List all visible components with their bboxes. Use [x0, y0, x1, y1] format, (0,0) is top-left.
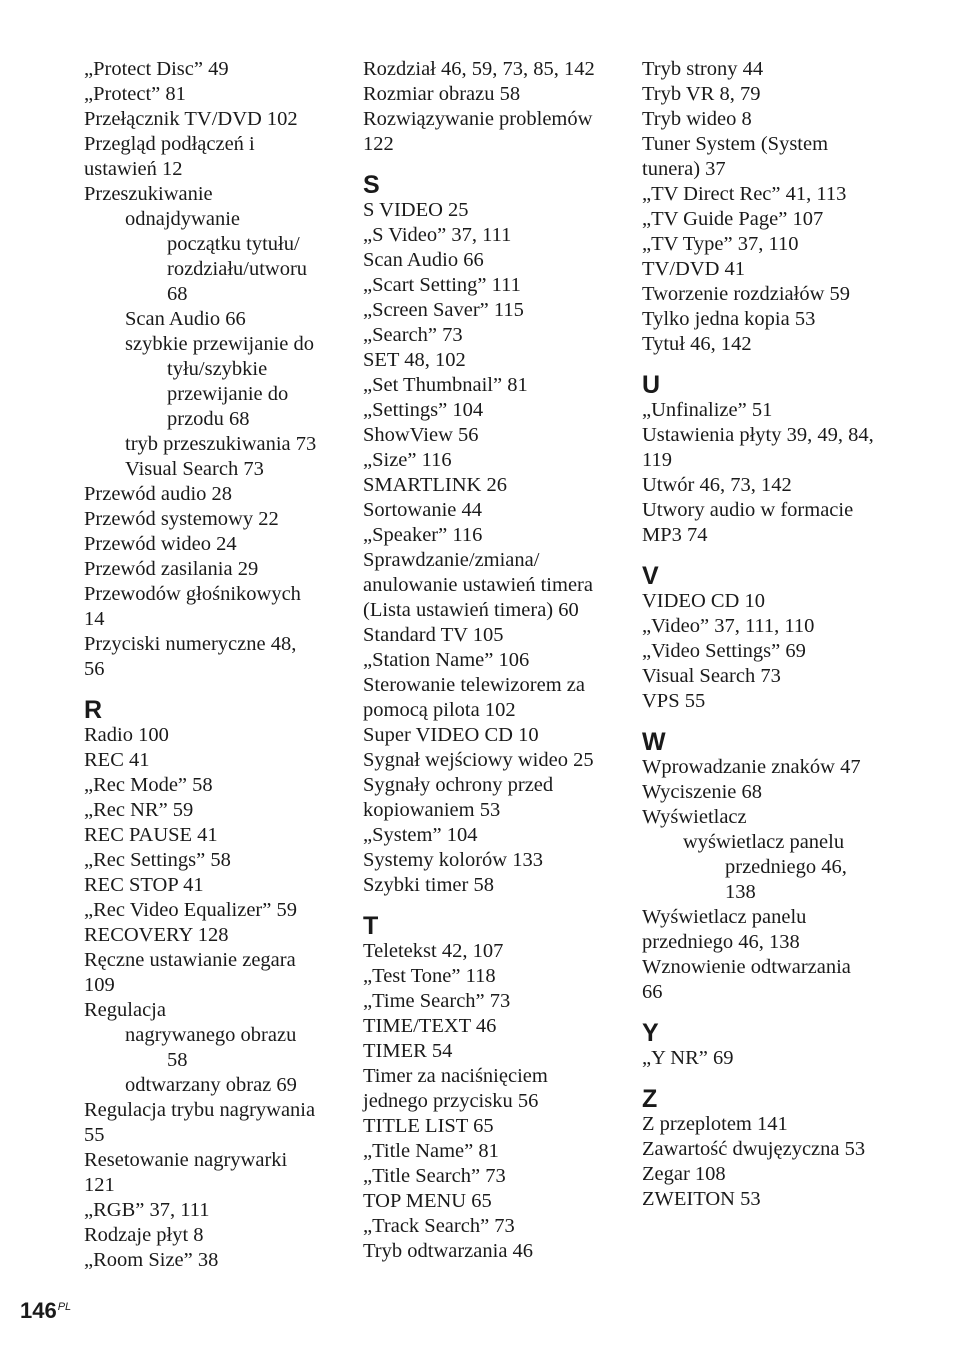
index-entry	[363, 198, 615, 223]
index-entry-line: przedniego 46, 138	[642, 931, 800, 953]
index-entry-line: Systemy kolorów 133	[363, 849, 543, 871]
index-entry	[84, 107, 336, 132]
index-entry	[84, 182, 336, 207]
index-entry-line: pomocą pilota 102	[363, 699, 516, 721]
index-entry-line: TV/DVD 41	[642, 258, 746, 280]
page-number-suffix: PL	[57, 1300, 72, 1313]
index-entry	[642, 82, 894, 107]
index-letter-heading: U	[642, 371, 661, 399]
index-entry-line: ustawień 12	[84, 158, 183, 180]
index-entry	[642, 689, 894, 714]
index-entry	[363, 989, 615, 1014]
index-entry-line: anulowanie ustawień timera	[363, 574, 593, 596]
index-entry-line: jednego przycisku 56	[363, 1090, 539, 1112]
index-entry	[84, 57, 336, 82]
index-entry-line: „Search” 73	[363, 324, 463, 346]
index-entry-line: Utwory audio w formacie	[642, 499, 854, 521]
index-entry	[363, 648, 615, 673]
index-entry-line: rozdziału/utworu	[167, 258, 308, 280]
index-entry	[363, 548, 615, 623]
index-entry-line: „Unfinalize” 51	[642, 399, 773, 421]
index-entry	[84, 1098, 336, 1148]
index-entry	[84, 798, 336, 823]
index-entry	[84, 507, 336, 532]
index-entry-line: VIDEO CD 10	[642, 590, 765, 612]
index-entry-line: REC PAUSE 41	[84, 824, 218, 846]
index-entry	[84, 1198, 336, 1223]
index-entry-line: przedniego 46,	[725, 856, 847, 878]
index-entry-line: 14	[84, 608, 105, 630]
index-entry	[363, 348, 615, 373]
index-entry	[642, 282, 894, 307]
index-entry-line: Regulacja	[84, 999, 166, 1021]
index-entry-line: „Title Search” 73	[363, 1165, 506, 1187]
index-entry-line: Super VIDEO CD 10	[363, 724, 539, 746]
index-entry-line: początku tytułu/	[167, 233, 300, 255]
index-entry	[363, 448, 615, 473]
index-entry	[363, 1114, 615, 1139]
index-entry	[642, 332, 894, 357]
index-entry	[642, 1046, 894, 1071]
index-entry-line: Scan Audio 66	[125, 308, 246, 330]
index-entry	[84, 1148, 336, 1198]
index-entry	[363, 623, 615, 648]
index-subentry	[84, 207, 336, 232]
index-letter-heading: Z	[642, 1085, 658, 1113]
index-entry-line: Standard TV 105	[363, 624, 504, 646]
index-entry-line: Tworzenie rozdziałów 59	[642, 283, 851, 305]
index-entry	[642, 473, 894, 498]
index-entry-line: przodu 68	[167, 408, 250, 430]
index-entry	[363, 1039, 615, 1064]
index-entry	[84, 532, 336, 557]
index-letter-heading: R	[84, 696, 103, 724]
index-entry-line: Wyświetlacz panelu	[642, 906, 807, 928]
index-entry-line: Utwór 46, 73, 142	[642, 474, 792, 496]
index-entry	[363, 673, 615, 723]
index-entry-line: MP3 74	[642, 524, 708, 546]
index-entry	[363, 1164, 615, 1189]
index-entry	[642, 905, 894, 955]
index-entry	[363, 939, 615, 964]
index-entry	[642, 1112, 894, 1137]
index-subentry	[84, 1048, 336, 1073]
index-entry-line: Tryb VR 8, 79	[642, 83, 761, 105]
index-entry	[84, 948, 336, 998]
index-entry	[84, 582, 336, 632]
index-entry-line: Przyciski numeryczne 48,	[84, 633, 297, 655]
index-entry-line: tunera) 37	[642, 158, 726, 180]
index-entry-line: przewijanie do	[167, 383, 289, 405]
page-number	[20, 1298, 71, 1324]
index-entry-line: „Speaker” 116	[363, 524, 483, 546]
index-entry-line: Ręczne ustawianie zegara	[84, 949, 296, 971]
index-entry-line: ShowView 56	[363, 424, 479, 446]
index-entry	[363, 523, 615, 548]
index-entry-line: Scan Audio 66	[363, 249, 484, 271]
index-entry-line: „RGB” 37, 111	[84, 1199, 210, 1221]
index-entry-line: 109	[84, 974, 115, 996]
index-entry-line: 55	[84, 1124, 105, 1146]
index-entry-line: Regulacja trybu nagrywania	[84, 1099, 316, 1121]
index-entry	[363, 1139, 615, 1164]
page-number-value: 146	[20, 1298, 57, 1323]
index-entry-line: ZWEITON 53	[642, 1188, 761, 1210]
index-column-1	[84, 57, 336, 1273]
index-entry	[84, 923, 336, 948]
index-entry	[642, 805, 894, 830]
index-entry-line: „Time Search” 73	[363, 990, 511, 1012]
index-entry	[642, 780, 894, 805]
index-entry-line: Visual Search 73	[642, 665, 781, 687]
index-entry-line: Rozwiązywanie problemów	[363, 108, 593, 130]
index-entry	[84, 557, 336, 582]
index-entry	[363, 1064, 615, 1114]
index-entry-line: Tytuł 46, 142	[642, 333, 752, 355]
index-entry-line: szybkie przewijanie do	[125, 333, 314, 355]
index-entry	[363, 964, 615, 989]
index-letter-heading: S	[363, 171, 380, 199]
index-entry-line: „System” 104	[363, 824, 478, 846]
index-subentry	[84, 332, 336, 357]
index-entry-line: Tuner System (System	[642, 133, 829, 155]
index-entry-line: „Scart Setting” 111	[363, 274, 521, 296]
index-entry	[363, 773, 615, 823]
index-entry-line: RECOVERY 128	[84, 924, 229, 946]
index-entry-line: TOP MENU 65	[363, 1190, 492, 1212]
index-entry	[642, 955, 894, 1005]
index-entry-line: (Lista ustawień timera) 60	[363, 599, 579, 621]
index-subentry	[642, 855, 894, 905]
index-entry	[363, 107, 615, 157]
index-entry	[363, 1189, 615, 1214]
index-column-3	[642, 57, 894, 1212]
index-entry-line: Zegar 108	[642, 1163, 726, 1185]
index-entry-line: „TV Direct Rec” 41, 113	[642, 183, 847, 205]
index-entry	[363, 57, 615, 82]
index-entry-line: odnajdywanie	[125, 208, 240, 230]
index-entry	[363, 298, 615, 323]
index-entry-line: SET 48, 102	[363, 349, 466, 371]
index-entry	[642, 232, 894, 257]
index-entry	[363, 1214, 615, 1239]
index-entry	[363, 823, 615, 848]
index-entry	[642, 498, 894, 548]
index-entry-line: REC 41	[84, 749, 150, 771]
index-entry-line: Timer za naciśnięciem	[363, 1065, 548, 1087]
index-entry-line: Teletekst 42, 107	[363, 940, 504, 962]
index-entry-line: „Y NR” 69	[642, 1047, 734, 1069]
index-entry	[642, 398, 894, 423]
index-entry	[363, 1239, 615, 1264]
index-entry	[642, 589, 894, 614]
index-entry	[84, 632, 336, 682]
index-entry	[84, 723, 336, 748]
index-entry-line: Szybki timer 58	[363, 874, 494, 896]
index-entry	[642, 257, 894, 282]
index-entry-line: tyłu/szybkie	[167, 358, 268, 380]
index-entry-line: Przewodów głośnikowych	[84, 583, 301, 605]
index-entry	[84, 898, 336, 923]
index-entry	[363, 373, 615, 398]
index-entry-line: Sterowanie telewizorem za	[363, 674, 585, 696]
index-entry-line: tryb przeszukiwania 73	[125, 433, 317, 455]
index-entry	[642, 423, 894, 473]
index-entry-line: Zawartość dwujęzyczna 53	[642, 1138, 866, 1160]
index-entry	[642, 307, 894, 332]
index-entry-line: Tryb strony 44	[642, 58, 764, 80]
index-entry-line: REC STOP 41	[84, 874, 204, 896]
index-entry-line: Sygnały ochrony przed	[363, 774, 554, 796]
index-letter-heading: T	[363, 912, 379, 940]
index-entry-line: TIME/TEXT 46	[363, 1015, 497, 1037]
index-entry-line: Przewód wideo 24	[84, 533, 237, 555]
index-entry	[363, 723, 615, 748]
index-entry	[84, 748, 336, 773]
index-entry	[642, 1162, 894, 1187]
index-subentry	[84, 1073, 336, 1098]
index-entry-line: Visual Search 73	[125, 458, 264, 480]
index-subentry	[84, 232, 336, 307]
index-entry-line: S VIDEO 25	[363, 199, 469, 221]
index-entry-line: „Video” 37, 111, 110	[642, 615, 815, 637]
index-entry	[642, 182, 894, 207]
index-entry-line: „Settings” 104	[363, 399, 484, 421]
index-entry	[642, 107, 894, 132]
index-entry-line: „Rec NR” 59	[84, 799, 194, 821]
index-entry-line: „Rec Settings” 58	[84, 849, 231, 871]
index-entry	[84, 873, 336, 898]
index-entry-line: „Room Size” 38	[84, 1249, 219, 1271]
index-entry-line: 66	[642, 981, 663, 1003]
index-letter-heading: V	[642, 562, 659, 590]
index-entry-line: Tylko jedna kopia 53	[642, 308, 816, 330]
index-entry-line: Przeszukiwanie	[84, 183, 213, 205]
index-column-2	[363, 57, 615, 1264]
index-entry	[84, 1248, 336, 1273]
index-letter-heading: Y	[642, 1019, 659, 1047]
index-entry-line: 121	[84, 1174, 115, 1196]
index-entry-line: 122	[363, 133, 394, 155]
index-entry-line: VPS 55	[642, 690, 706, 712]
index-entry-line: TIMER 54	[363, 1040, 453, 1062]
index-entry	[642, 132, 894, 182]
index-entry-line: 68	[167, 283, 188, 305]
index-entry-line: nagrywanego obrazu	[125, 1024, 297, 1046]
index-entry-line: Przewód zasilania 29	[84, 558, 259, 580]
index-entry-line: Sygnał wejściowy wideo 25	[363, 749, 594, 771]
index-subentry	[84, 1023, 336, 1048]
index-subentry	[84, 457, 336, 482]
index-entry-line: SMARTLINK 26	[363, 474, 507, 496]
index-entry-line: „TV Type” 37, 110	[642, 233, 799, 255]
index-entry-line: Tryb odtwarzania 46	[363, 1240, 534, 1262]
index-entry	[363, 873, 615, 898]
index-entry	[363, 82, 615, 107]
index-entry-line: Wyciszenie 68	[642, 781, 763, 803]
index-entry-line: Przewód systemowy 22	[84, 508, 279, 530]
index-entry-line: 58	[167, 1049, 188, 1071]
index-entry	[642, 755, 894, 780]
index-entry-line: „Track Search” 73	[363, 1215, 515, 1237]
index-entry-line: Rodzaje płyt 8	[84, 1224, 204, 1246]
index-entry-line: „TV Guide Page” 107	[642, 208, 824, 230]
index-entry-line: Przegląd podłączeń i	[84, 133, 255, 155]
index-subentry	[642, 830, 894, 855]
index-entry-line: Wprowadzanie znaków 47	[642, 756, 861, 778]
index-entry-line: 56	[84, 658, 105, 680]
index-entry-line: „Protect Disc” 49	[84, 58, 229, 80]
index-entry	[642, 664, 894, 689]
index-entry	[84, 773, 336, 798]
index-entry	[363, 473, 615, 498]
index-entry	[363, 848, 615, 873]
index-entry-line: odtwarzany obraz 69	[125, 1074, 297, 1096]
index-entry	[363, 1014, 615, 1039]
index-entry	[363, 223, 615, 248]
index-entry-line: „S Video” 37, 111	[363, 224, 512, 246]
index-subentry	[84, 432, 336, 457]
index-entry-line: „Rec Mode” 58	[84, 774, 213, 796]
index-entry-line: Wznowienie odtwarzania	[642, 956, 851, 978]
index-entry-line: Tryb wideo 8	[642, 108, 752, 130]
index-entry	[84, 482, 336, 507]
index-entry	[363, 398, 615, 423]
index-entry	[84, 848, 336, 873]
index-entry-line: Sprawdzanie/zmiana/	[363, 549, 540, 571]
index-entry-line: wyświetlacz panelu	[683, 831, 845, 853]
index-entry-line: Przewód audio 28	[84, 483, 233, 505]
index-entry-line: Rozdział 46, 59, 73, 85, 142	[363, 58, 595, 80]
index-entry-line: Resetowanie nagrywarki	[84, 1149, 288, 1171]
index-entry-line: Przełącznik TV/DVD 102	[84, 108, 298, 130]
index-entry-line: Radio 100	[84, 724, 169, 746]
index-entry-line: „Test Tone” 118	[363, 965, 496, 987]
index-entry-line: „Rec Video Equalizer” 59	[84, 899, 297, 921]
index-entry-line: Rozmiar obrazu 58	[363, 83, 521, 105]
index-entry	[84, 823, 336, 848]
index-entry-line: Wyświetlacz	[642, 806, 747, 828]
index-entry	[363, 423, 615, 448]
index-entry	[642, 1137, 894, 1162]
index-entry-line: Sortowanie 44	[363, 499, 482, 521]
index-entry-line: 119	[642, 449, 672, 471]
index-entry-line: „Set Thumbnail” 81	[363, 374, 528, 396]
index-entry	[363, 748, 615, 773]
index-entry	[84, 998, 336, 1023]
index-entry-line: kopiowaniem 53	[363, 799, 501, 821]
index-entry	[642, 639, 894, 664]
index-entry-line: „Title Name” 81	[363, 1140, 499, 1162]
index-entry	[642, 57, 894, 82]
index-entry	[642, 1187, 894, 1212]
index-entry-line: Ustawienia płyty 39, 49, 84,	[642, 424, 874, 446]
index-entry-line: Z przeplotem 141	[642, 1113, 788, 1135]
index-entry-line: 138	[725, 881, 756, 903]
index-entry	[84, 82, 336, 107]
index-entry-line: „Video Settings” 69	[642, 640, 806, 662]
index-subentry	[84, 307, 336, 332]
index-entry-line: „Screen Saver” 115	[363, 299, 524, 321]
index-entry-line: „Station Name” 106	[363, 649, 530, 671]
index-entry	[363, 498, 615, 523]
index-entry	[642, 614, 894, 639]
index-entry-line: TITLE LIST 65	[363, 1115, 494, 1137]
index-letter-heading: W	[642, 728, 666, 756]
index-entry-line: „Size” 116	[363, 449, 452, 471]
index-entry	[363, 323, 615, 348]
index-entry	[84, 132, 336, 182]
index-entry	[84, 1223, 336, 1248]
index-entry	[363, 273, 615, 298]
index-entry	[363, 248, 615, 273]
index-entry-line: „Protect” 81	[84, 83, 186, 105]
index-subentry	[84, 357, 336, 432]
index-entry	[642, 207, 894, 232]
